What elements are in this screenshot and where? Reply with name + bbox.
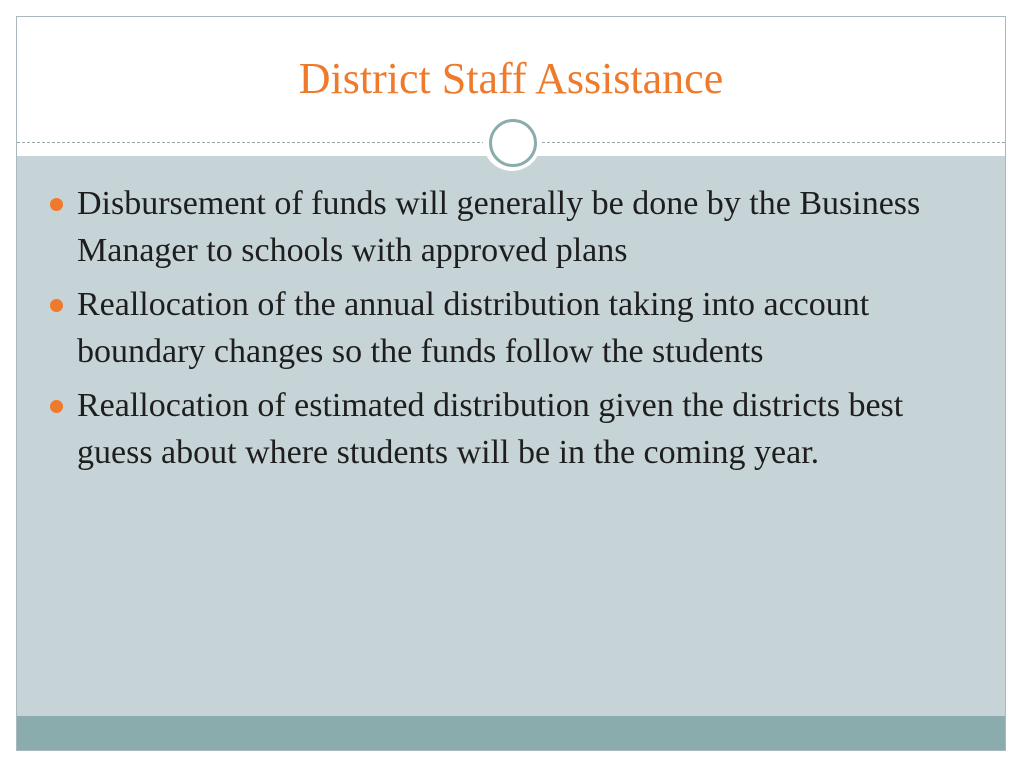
ornament-ring [489, 119, 537, 167]
bullet-text: Reallocation of the annual distribution taking into account boundary changes so the funds follow the students [77, 286, 870, 370]
bullet-item [47, 382, 977, 476]
bullet-dot-icon [50, 400, 63, 413]
bullet-dot-icon [50, 198, 63, 211]
slide [16, 16, 1006, 751]
bullet-item [47, 180, 977, 274]
bullet-list [47, 180, 977, 483]
circle-ornament-icon [483, 113, 541, 171]
bullet-text: Disbursement of funds will generally be done by the Business Manager to schools with approved plans [77, 185, 921, 269]
footer-bar [17, 716, 1005, 751]
bullet-dot-icon [50, 299, 63, 312]
bullet-item [47, 281, 977, 375]
bullet-text: Reallocation of estimated distribution given the districts best guess about where students will be in the coming year. [77, 387, 904, 471]
slide-title: District Staff Assistance [298, 54, 724, 103]
